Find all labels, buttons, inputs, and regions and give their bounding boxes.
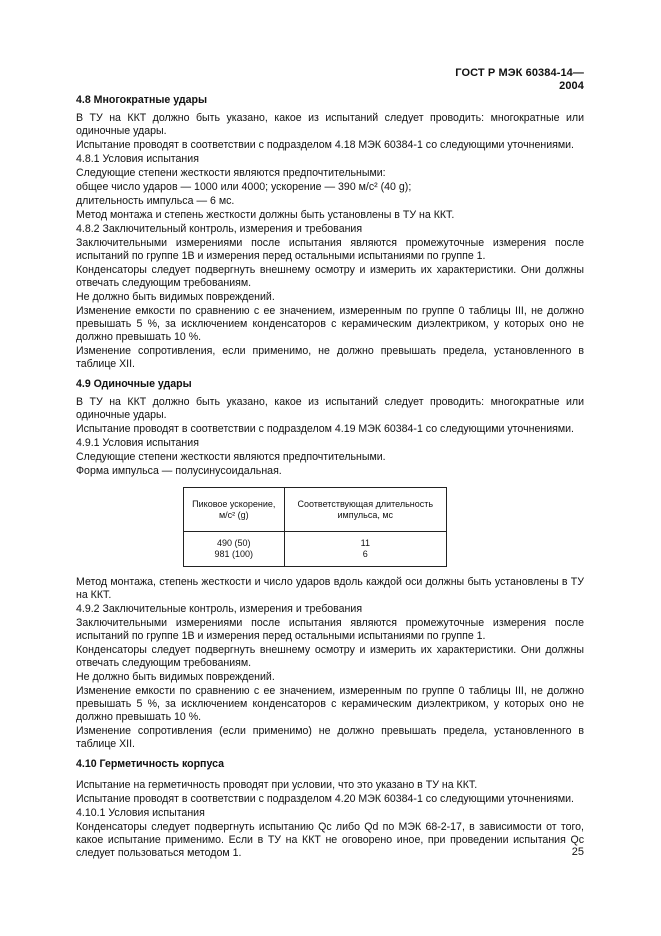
paragraph: Заключительными измерениями после испытания являются промежуточные измерения после испытаний по группе 1В и измерения перед остальными испытаниями по группе 1.	[76, 237, 584, 262]
section-4-9-title: 4.9 Одиночные удары	[76, 378, 192, 390]
paragraph: Не должно быть видимых повреждений.	[76, 291, 275, 303]
paragraph: Не должно быть видимых повреждений.	[76, 671, 275, 683]
table-cell	[184, 532, 285, 567]
table-cell	[284, 532, 446, 567]
paragraph: Испытание проводят в соответствии с подразделом 4.20 МЭК 60384-1 со следующими уточнениями.	[76, 793, 574, 805]
paragraph: Испытание проводят в соответствии с подразделом 4.19 МЭК 60384-1 со следующими уточнениями.	[76, 423, 574, 435]
subclause-4-8-1: 4.8.1 Условия испытания	[76, 153, 199, 165]
paragraph: Изменение емкости по сравнению с ее значением, измеренным по группе 0 таблицы III, не должно превышать 5 %, за исключением конденсаторов с керамическим диэлектриком, у которых оно не должно превышать 10 %.	[76, 685, 584, 723]
table-header-cell: Соответствующая длительность импульса, мс	[284, 488, 446, 532]
table-cell-value: 490 (50)	[217, 538, 251, 548]
paragraph: Конденсаторы следует подвергнуть внешнему осмотру и измерить их характеристики. Они должны отвечать следующим требованиям.	[76, 264, 584, 289]
table-cell-value: 11	[360, 538, 370, 548]
paragraph: В ТУ на ККТ должно быть указано, какое из испытаний следует проводить: многократные или одиночные удары.	[76, 112, 584, 137]
paragraph: Испытание проводят в соответствии с подразделом 4.18 МЭК 60384-1 со следующими уточнениями.	[76, 139, 574, 151]
paragraph: Конденсаторы следует подвергнуть внешнему осмотру и измерить их характеристики. Они должны отвечать следующим требованиям.	[76, 644, 584, 669]
paragraph: Следующие степени жесткости являются предпочтительными:	[76, 167, 386, 179]
table-cell-value: 981 (100)	[214, 549, 254, 559]
paragraph: Метод монтажа, степень жесткости и число ударов вдоль каждой оси должны быть установлены в ТУ на ККТ.	[76, 576, 584, 601]
paragraph: Изменение сопротивления, если применимо, не должно превышать предела, установленного в таблице XII.	[76, 345, 584, 370]
paragraph: Изменение емкости по сравнению с ее значением, измеренным по группе 0 таблицы III, не должно превышать 5 %, за исключением конденсаторов с керамическим диэлектриком, у которых оно не должно превышать 10 %.	[76, 305, 584, 343]
paragraph: В ТУ на ККТ должно быть указано, какое из испытаний следует проводить: многократные или одиночные удары.	[76, 396, 584, 421]
table-cell-value: 6	[362, 549, 368, 559]
paragraph: Заключительными измерениями после испытания являются промежуточные измерения после испытаний по группе 1В и измерения перед остальными испытаниями по группе 1.	[76, 617, 584, 642]
paragraph: Испытание на герметичность проводят при условии, что это указано в ТУ на ККТ.	[76, 779, 478, 791]
shock-severity-table	[183, 487, 447, 567]
subclause-4-9-2: 4.9.2 Заключительные контроль, измерения и требования	[76, 603, 363, 615]
paragraph: общее число ударов — 1000 или 4000; ускорение — 390 м/с² (40 g);	[76, 181, 412, 193]
subclause-4-10-1: 4.10.1 Условия испытания	[76, 807, 205, 819]
section-4-10-title: 4.10 Герметичность корпуса	[76, 758, 225, 770]
section-4-8-title: 4.8 Многократные удары	[76, 94, 208, 106]
paragraph: Метод монтажа и степень жесткости должны быть установлены в ТУ на ККТ.	[76, 209, 455, 221]
subclause-4-9-1: 4.9.1 Условия испытания	[76, 437, 199, 449]
paragraph: Следующие степени жесткости являются предпочтительными.	[76, 451, 386, 463]
paragraph: длительность импульса — 6 мс.	[76, 195, 235, 207]
subclause-4-8-2: 4.8.2 Заключительный контроль, измерения и требования	[76, 223, 363, 235]
table-header-cell: Пиковое ускорение, м/с² (g)	[184, 488, 285, 532]
paragraph: Изменение сопротивления (если применимо) не должно превышать предела, установленного в таблице XII.	[76, 725, 584, 750]
paragraph: Конденсаторы следует подвергнуть испытанию Qc либо Qd по МЭК 68-2-17, в зависимости от того, какое испытание применимо. Если в ТУ на ККТ не оговорено иное, при проведении испытания Qc следует пользоваться методом 1.	[76, 821, 584, 859]
document-header: ГОСТ Р МЭК 60384-14—2004	[455, 67, 584, 92]
paragraph: Форма импульса — полусинусоидальная.	[76, 465, 282, 477]
page-content	[76, 94, 584, 861]
page-number: 25	[571, 846, 584, 858]
